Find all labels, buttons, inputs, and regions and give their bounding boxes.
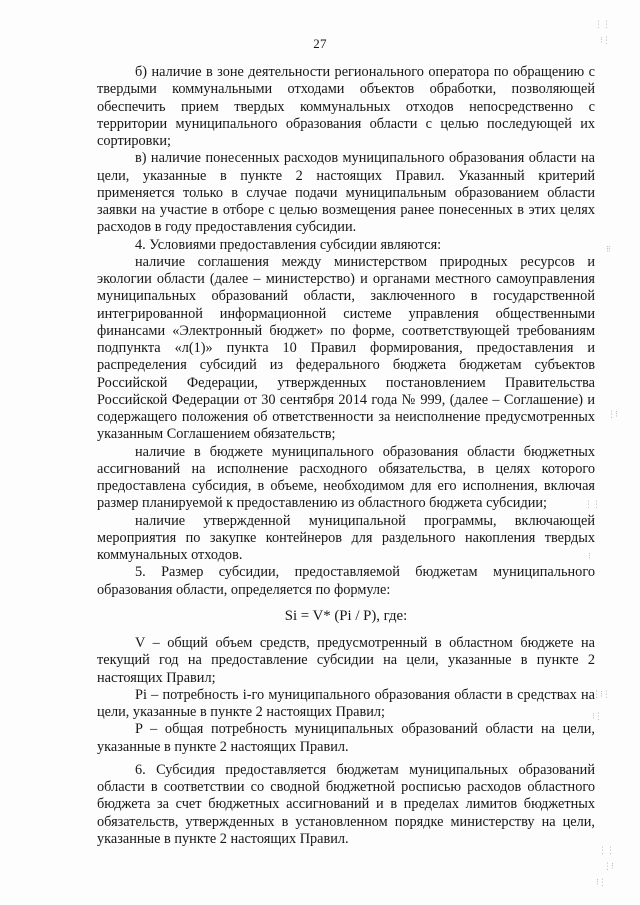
scan-noise: ⁝ — [588, 552, 590, 562]
scan-noise: ⁝⋮ — [596, 878, 606, 888]
definition-p: P – общая потребность муниципальных образований области на цели, указанные в пункте 2 настоящих Правил. — [97, 721, 595, 755]
scan-noise: ⋮⁝ — [603, 862, 613, 872]
scan-noise: ⁝⁝ — [606, 245, 610, 255]
paragraph-5: 5. Размер субсидии, предоставляемой бюджетам муниципального образования области, определяется по формуле: — [97, 564, 595, 598]
paragraph-v: в) наличие понесенных расходов муниципального образования области на цели, указанные в пункте 2 настоящих Правил. Указанный критерий применяется только в случае подачи муниципальным образованием области заявки на участие в отборе с целью возмещения ранее понесенных в этих целях расходов в году предоставления субсидии. — [97, 150, 595, 236]
paragraph-6: 6. Субсидия предоставляется бюджетам муниципальных образований области в соответствии со сводной бюджетной росписью расходов областного бюджета за счет бюджетных ассигнований и в пределах лимитов бюджетных обязательств, утвержденных в установленном порядке министерству на цели, указанные в пункте 2 настоящих Правил. — [97, 761, 595, 847]
definition-pi: Pi – потребность i-го муниципального образования области в средствах на цели, указанные в пункте 2 настоящих Правил; — [97, 686, 595, 720]
scan-noise: ⋮⁝ — [607, 410, 617, 420]
paragraph-4-agreement: наличие соглашения между министерством природных ресурсов и экологии области (далее – министерство) и органами местного самоуправления муниципальных образований области, заключенного в государственной интегрированной информационной системе управления общественными финансами «Электронный бюджет» по форме, соответствующей требованиям подпункта «л(1)» пункта 10 Правил формирования, предоставления и распределения субсидий из федерального бюджета бюджетам субъектов Российской Федерации, утвержденных постановлением Правительства Российской Федерации от 30 сентября 2014 года № 999, (далее – Соглашение) и содержащего положения об ответственности за неисполнение предусмотренных указанным Соглашением обязательств; — [97, 253, 595, 443]
scan-noise: ⁝⋮ — [600, 36, 610, 46]
scan-noise: ⋮⋮ — [598, 846, 614, 856]
definition-v: V – общий объем средств, предусмотренный в областном бюджете на текущий год на предоставление субсидии на цели, указанные в пункте 2 настоящих Правил; — [97, 635, 595, 686]
document-body — [97, 64, 595, 848]
scan-noise: ⋮⁝⋮ — [592, 690, 610, 700]
paragraph-4-program: наличие утвержденной муниципальной программы, включающей мероприятия по закупке контейнеров для раздельного накопления твердых коммунальных отходов. — [97, 512, 595, 563]
paragraph-4-budget: наличие в бюджете муниципального образования области бюджетных ассигнований на исполнение расходного обязательства, в целях которого предоставлена субсидия, в объеме, необходимом для его исполнения, включая размер планируемой к предоставлению из областного бюджета субсидии; — [97, 443, 595, 512]
scan-noise: ⁝⋮ — [592, 712, 602, 722]
paragraph-4-heading: 4. Условиями предоставления субсидии являются: — [135, 236, 442, 253]
scan-noise: ⋮⋮ — [594, 20, 610, 30]
page-number: 27 — [313, 36, 327, 51]
subsidy-formula: Si = V* (Pi / P), где: — [284, 607, 408, 624]
scan-noise: ⋮⋮ — [584, 500, 600, 510]
paragraph-b: б) наличие в зоне деятельности регионального оператора по обращению с твердыми коммунальными отходами объектов обработки, позволяющей обеспечить прием твердых коммунальных отходов непосредственно с территории муниципального образования области с целью последующей их сортировки; — [97, 64, 595, 149]
